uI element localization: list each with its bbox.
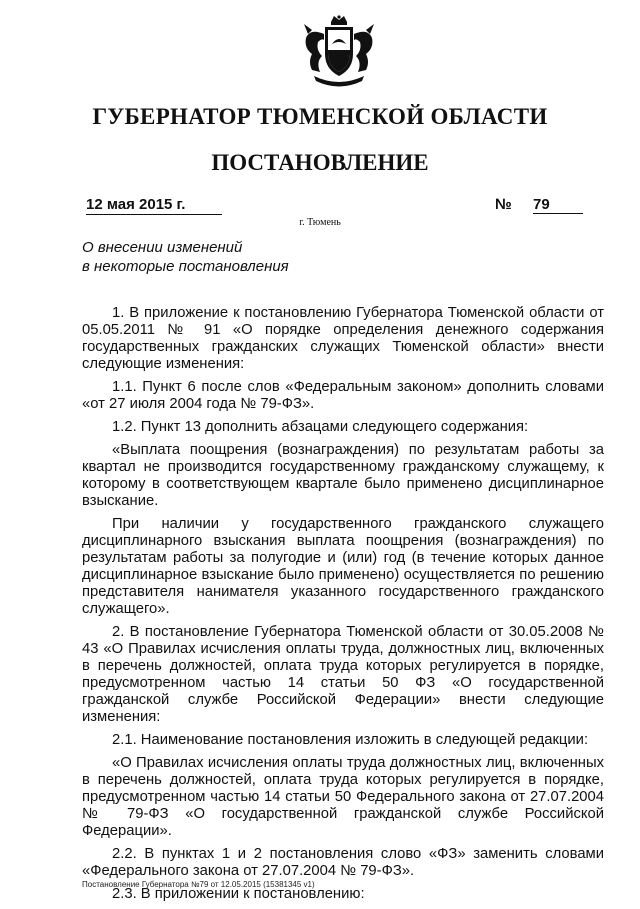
paragraph: 2.2. В пунктах 1 и 2 постановления слово «ФЗ» заменить словами «Федерального закона от 27.07.2004 № 79-ФЗ». bbox=[82, 846, 604, 879]
paragraph: 1. В приложение к постановлению Губернатора Тюменской области от 05.05.2011 № 91 «О порядке определения денежного содержания государственных гражданских служащих Тюменской области» внести следующие изменения: bbox=[82, 305, 604, 372]
document-body bbox=[82, 305, 604, 909]
number-sign: № bbox=[495, 196, 512, 213]
paragraph: 2.1. Наименование постановления изложить в следующей редакции: bbox=[112, 732, 589, 748]
paragraph: 1.2. Пункт 13 дополнить абзацами следующего содержания: bbox=[112, 419, 529, 435]
paragraph: «Выплата поощрения (вознаграждения) по результатам работы за квартал не производится государственному гражданскому служащему, к которому в соответствующем квартале было применено дисциплинарное взыскание. bbox=[82, 442, 604, 509]
number-value: 79 bbox=[533, 196, 583, 214]
subject-line: О внесении изменений bbox=[82, 239, 243, 256]
document-city: г. Тюмень bbox=[299, 217, 341, 228]
paragraph: При наличии у государственного гражданского служащего дисциплинарного взыскания выплата поощрения (вознаграждения) по результатам работы за полугодие и (или) год (в течение которых данное дисциплинарное взыскание было применено) осуществляется по решению представителя нанимателя указанного государственного гражданского служащего». bbox=[82, 516, 604, 617]
document-subject bbox=[82, 238, 289, 276]
subject-line: в некоторые постановления bbox=[82, 258, 289, 275]
document-type: ПОСТАНОВЛЕНИЕ bbox=[211, 150, 429, 175]
document-number bbox=[495, 196, 590, 214]
document-date: 12 мая 2015 г. bbox=[86, 196, 222, 215]
paragraph: 1.1. Пункт 6 после слов «Федеральным законом» дополнить словами «от 27 июля 2004 года № 79-ФЗ». bbox=[82, 379, 604, 412]
paragraph: «О Правилах исчисления оплаты труда должностных лиц, включенных в перечень должностей, оплата труда которых регулируется в порядке, предусмотренном частью 14 статьи 50 Федерального закона от 27.07.2004 № 79-ФЗ «О государственной гражданской службе Российской Федерации». bbox=[82, 755, 604, 839]
paragraph: 2.3. В приложении к постановлению: bbox=[112, 886, 365, 902]
coat-of-arms-icon bbox=[298, 14, 380, 90]
footer-note: Постановление Губернатора №79 от 12.05.2015 (15381345 v1) bbox=[82, 880, 315, 889]
governor-title: ГУБЕРНАТОР ТЮМЕНСКОЙ ОБЛАСТИ bbox=[92, 104, 548, 129]
paragraph: 2. В постановление Губернатора Тюменской области от 30.05.2008 № 43 «О Правилах исчисления оплаты труда, должностных лиц, включенных в перечень должностей, оплата труда которых регулируется в порядке, предусмотренном частью 14 статьи 50 ФЗ «О государственной гражданской службе Российской Федерации» внести следующие изменения: bbox=[82, 624, 604, 725]
